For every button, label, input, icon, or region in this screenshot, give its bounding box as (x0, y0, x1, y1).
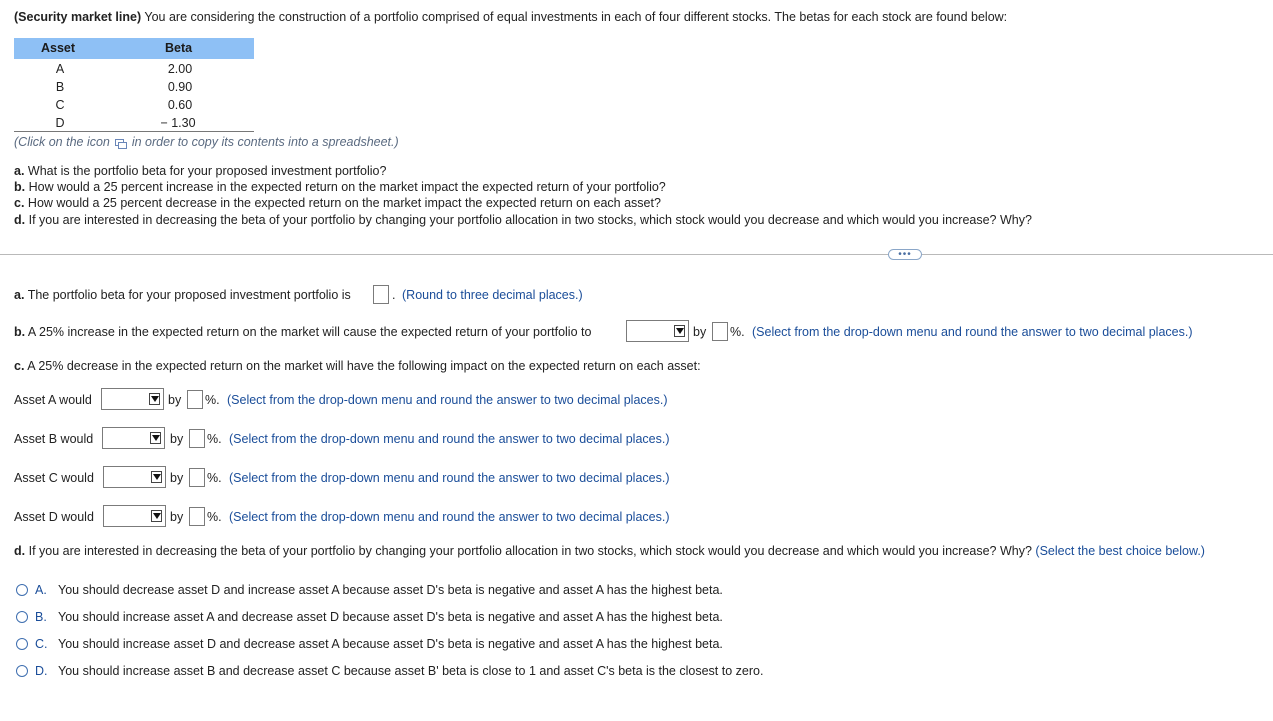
select-hint: (Select from the drop-down menu and round the answer to two decimal places.) (229, 471, 670, 485)
copy-note-pre: (Click on the icon (14, 135, 110, 149)
asset-b-direction-select[interactable] (102, 427, 165, 449)
asset-d-direction-select[interactable] (103, 505, 166, 527)
question-text: How would a 25 percent increase in the expected return on the market impact the expected return of your portfolio? (28, 180, 666, 194)
select-hint: (Select from the drop-down menu and round the answer to two decimal places.) (752, 325, 1193, 339)
option-letter: D. (35, 664, 48, 678)
table-cell-beta: 2.00 (167, 62, 193, 76)
asset-b-change-input[interactable] (189, 429, 205, 448)
answer-letter: a. (14, 288, 25, 302)
asset-column-header: Asset (41, 41, 76, 55)
question-c (14, 196, 661, 210)
percent-label: %. (207, 510, 222, 524)
table-cell-asset: A (55, 62, 65, 76)
asset-c-label: Asset C would (14, 471, 94, 485)
radio-button[interactable] (16, 584, 28, 596)
by-label: by (170, 510, 184, 524)
round-hint: (Round to three decimal places.) (402, 288, 583, 302)
by-label: by (168, 393, 182, 407)
question-text: What is the portfolio beta for your proposed investment portfolio? (27, 164, 387, 178)
question-letter: d. (14, 213, 26, 227)
copy-spreadsheet-icon[interactable] (115, 139, 126, 147)
question-letter: c. (14, 196, 25, 210)
dropdown-arrow-icon (150, 432, 161, 444)
table-cell-asset: D (55, 116, 65, 130)
option-letter: C. (35, 637, 48, 651)
radio-button[interactable] (16, 665, 28, 677)
asset-a-change-input[interactable] (187, 390, 203, 409)
answer-letter: d. (14, 544, 26, 558)
table-cell-beta: 0.90 (167, 80, 193, 94)
question-letter: b. (14, 180, 26, 194)
copy-note (14, 135, 399, 149)
asset-a-direction-select[interactable] (101, 388, 164, 410)
dropdown-arrow-icon (151, 471, 162, 483)
option-letter: B. (35, 610, 47, 624)
asset-d-label: Asset D would (14, 510, 94, 524)
percent-label: %. (205, 393, 220, 407)
by-label: by (170, 432, 184, 446)
answer-b-text (14, 325, 591, 339)
answer-text: A 25% decrease in the expected return on the market will have the following impact on the expected return on each asset: (27, 359, 701, 373)
asset-a-label: Asset A would (14, 393, 92, 407)
radio-button[interactable] (16, 611, 28, 623)
select-hint: (Select from the drop-down menu and round the answer to two decimal places.) (227, 393, 668, 407)
question-text: How would a 25 percent decrease in the expected return on the market impact the expected return on each asset? (27, 196, 661, 210)
beta-table-header (14, 38, 254, 59)
asset-c-change-input[interactable] (189, 468, 205, 487)
asset-b-label: Asset B would (14, 432, 94, 446)
copy-note-post: in order to copy its contents into a spreadsheet.) (131, 135, 399, 149)
problem-title: (Security market line) (14, 10, 142, 24)
dropdown-arrow-icon (149, 393, 160, 405)
answer-text: The portfolio beta for your proposed investment portfolio is (27, 288, 351, 302)
by-label: by (693, 325, 707, 339)
period: . (392, 288, 396, 302)
percent-label: %. (730, 325, 745, 339)
asset-c-direction-select[interactable] (103, 466, 166, 488)
answer-d-text (14, 544, 1205, 558)
table-cell-asset: C (55, 98, 65, 112)
option-text: You should decrease asset D and increase asset A because asset D's beta is negative and asset A has the highest beta. (58, 583, 723, 597)
beta-column-header: Beta (165, 41, 193, 55)
table-bottom-rule (14, 131, 254, 132)
answer-text: If you are interested in decreasing the beta of your portfolio by changing your portfolio allocation in two stocks, which stock would you decrease and which would you increase? Why? (28, 544, 1032, 558)
question-text: If you are interested in decreasing the beta of your portfolio by changing your portfolio allocation in two stocks, which stock would you decrease and which would you increase? Why? (28, 213, 1032, 227)
percent-label: %. (207, 432, 222, 446)
percent-label: %. (207, 471, 222, 485)
question-b (14, 180, 666, 194)
option-text: You should increase asset B and decrease asset C because asset B' beta is close to 1 and asset C's beta is the closest to zero. (58, 664, 764, 678)
section-divider (0, 254, 1273, 255)
expand-more-button[interactable]: ••• (888, 249, 922, 260)
table-cell-asset: B (55, 80, 65, 94)
asset-d-change-input[interactable] (189, 507, 205, 526)
problem-intro (14, 10, 1007, 24)
select-hint: (Select from the drop-down menu and round the answer to two decimal places.) (229, 510, 670, 524)
dropdown-arrow-icon (151, 510, 162, 522)
answer-a-text (14, 288, 351, 302)
option-text: You should increase asset D and decrease asset A because asset D's beta is negative and asset A has the highest beta. (58, 637, 723, 651)
question-a (14, 164, 386, 178)
option-text: You should increase asset A and decrease asset D because asset D's beta is negative and asset A has the highest beta. (58, 610, 723, 624)
radio-button[interactable] (16, 638, 28, 650)
portfolio-beta-input[interactable] (373, 285, 389, 304)
portfolio-direction-select[interactable] (626, 320, 689, 342)
answer-letter: c. (14, 359, 25, 373)
question-letter: a. (14, 164, 25, 178)
question-d (14, 213, 1032, 227)
answer-text: A 25% increase in the expected return on the market will cause the expected return of your portfolio to (27, 325, 592, 339)
answer-c-text (14, 359, 701, 373)
option-letter: A. (35, 583, 47, 597)
dropdown-arrow-icon (674, 325, 685, 337)
table-cell-beta: − 1.30 (160, 116, 196, 130)
by-label: by (170, 471, 184, 485)
problem-text: You are considering the construction of a portfolio comprised of equal investments in each of four different stocks. The betas for each stock are found below: (144, 10, 1008, 24)
table-cell-beta: 0.60 (167, 98, 193, 112)
select-hint: (Select from the drop-down menu and round the answer to two decimal places.) (229, 432, 670, 446)
best-choice-hint: (Select the best choice below.) (1035, 544, 1205, 558)
portfolio-change-input[interactable] (712, 322, 728, 341)
answer-letter: b. (14, 325, 26, 339)
